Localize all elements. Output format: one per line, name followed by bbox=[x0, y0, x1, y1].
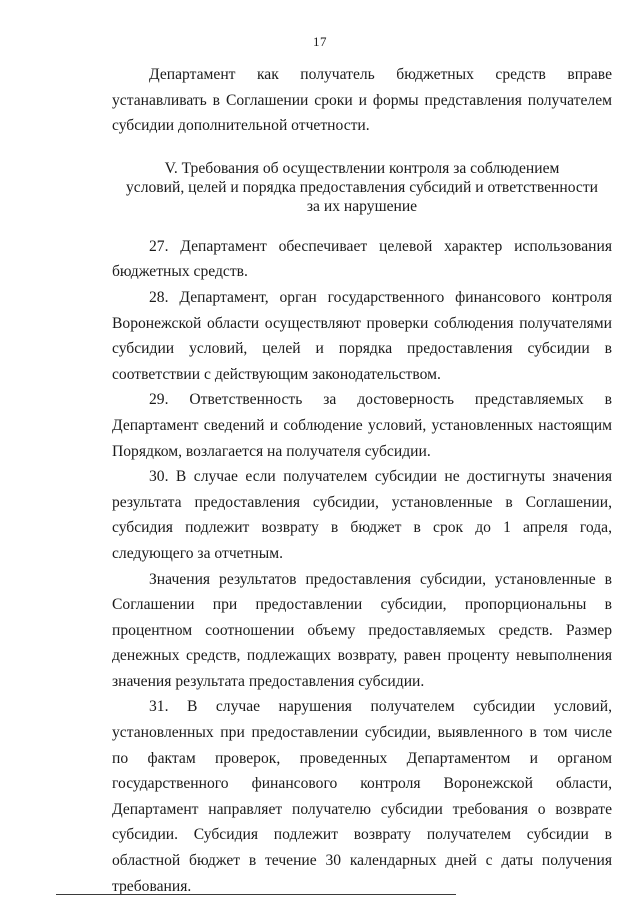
section-heading-line: V. Требования об осуществлении контроля за соблюдением bbox=[164, 159, 560, 177]
paragraph-30-continued: Значения результатов предоставления субсидии, установленные в Соглашении при предоставлении субсидии, пропорциональны в процентном соотношении объему предоставляемых средств. Размер денежных средств, подлежащих возврату, равен проценту невыполнения значения результата предоставления субсидии. bbox=[112, 570, 612, 690]
paragraph-27: 27. Департамент обеспечивает целевой характер использования бюджетных средств. bbox=[112, 237, 612, 281]
section-heading-line: условий, целей и порядка предоставления субсидий и ответственности bbox=[125, 178, 598, 196]
paragraph-31: 31. В случае нарушения получателем субсидии условий, установленных при предоставлении субсидии, выявленного в том числе по фактам проверок, проведенных Департаментом и органом государственного финансового контроля Воронежской области, Департамент направляет получателю субсидии требования о возврате субсидии. Субсидия подлежит возврату получателем субсидии в областной бюджет в течение 30 календарных дней с даты получения требования. bbox=[112, 698, 612, 895]
paragraph-28: 28. Департамент, орган государственного финансового контроля Воронежской области осуществляют проверки соблюдения получателями субсидии условий, целей и порядка предоставления субсидии в соответствии с действующим законодательством. bbox=[112, 288, 612, 383]
section-heading-line: за их нарушение bbox=[306, 197, 418, 215]
section-heading bbox=[112, 159, 612, 216]
intro-paragraph: Департамент как получатель бюджетных средств вправе устанавливать в Соглашении сроки и формы представления получателем субсидии дополнительной отчетности. bbox=[112, 66, 612, 135]
paragraph-29: 29. Ответственность за достоверность представляемых в Департамент сведений и соблюдение условий, установленных настоящим Порядком, возлагается на получателя субсидии. bbox=[112, 391, 612, 460]
page-number: 17 bbox=[313, 34, 327, 49]
paragraph-30: 30. В случае если получателем субсидии не достигнуты значения результата предоставления субсидии, установленные в Соглашении, субсидия подлежит возврату в бюджет в срок до 1 апреля года, следующего за отчетным. bbox=[112, 468, 612, 562]
document-body bbox=[112, 62, 612, 899]
page-bottom-rule bbox=[56, 894, 456, 895]
